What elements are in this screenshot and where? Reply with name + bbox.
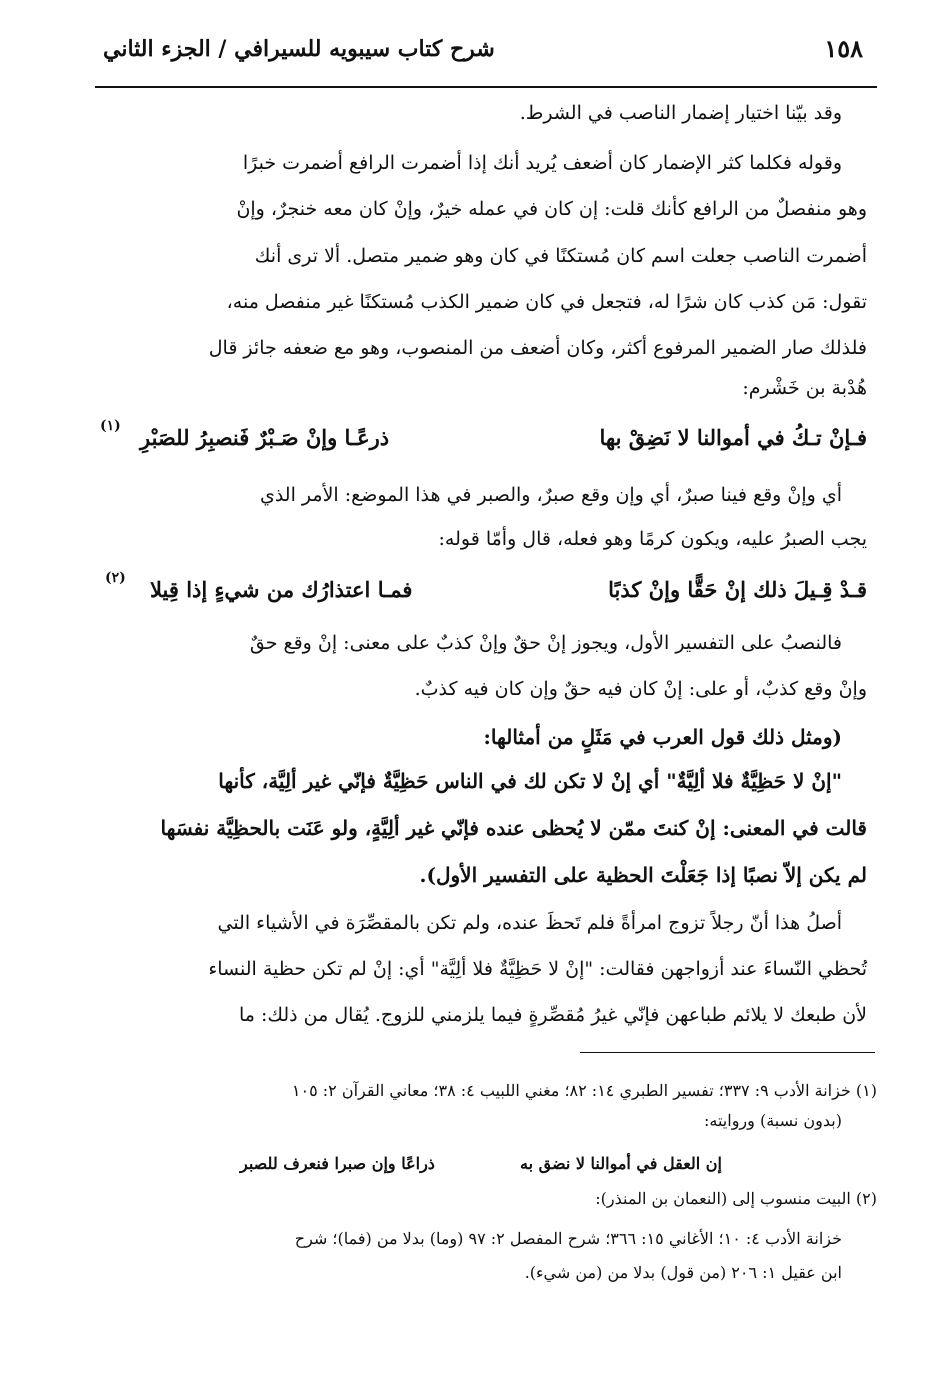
header-rule (95, 86, 877, 88)
text-line: (ومثل ذلك قول العرب في مَثَلٍ من أمثالها: (483, 725, 842, 749)
text-line: قالت في المعنى: إنْ كنتَ ممّن لا يُحظى عنده فإنّي غير ألِيَّةٍ، ولو عَنَت بالحظِيَّة نفسَها (160, 816, 867, 840)
footnote-marker: (١) (100, 418, 121, 434)
text-line: فالنصبُ على التفسير الأول، ويجوز إنْ حقٌ وإنْ كذبٌ على معنى: إنْ وقع حقٌ (249, 632, 842, 654)
text-line: لأن طبعك لا يلائم طباعهن فإنّي غيرُ مُقصِّرةٍ فيما يلزمني للزوج. يُقال من ذلك: ما (238, 1004, 867, 1026)
footnote-line: ابن عقيل ١: ٢٠٦ (من قول) بدلا من (من شيء). (524, 1263, 842, 1282)
running-title: شرح كتاب سيبويه للسيرافي / الجزء الثاني (103, 36, 495, 62)
text-line: وقد بيّنا اختيار إضمار الناصب في الشرط. (519, 102, 842, 124)
verse-first-hemistich: فـإنْ تـكُ في أموالنا لا نَضِقْ بها (599, 425, 867, 450)
text-line: أي وإنْ وقع فينا صبرٌ، أي وإن وقع صبرٌ، والصبر في هذا الموضع: الأمر الذي (259, 484, 842, 506)
footnote-line: (بدون نسبة) وروايته: (704, 1111, 842, 1130)
text-line: وقوله فكلما كثر الإضمار كان أضعف يُريد أنك إذا أضمرت الرافع أضمرت خبرًا (242, 152, 842, 174)
text-line: وهو منفصلٌ من الرافع كأنك قلت: إن كان في عمله خيرٌ، وإنْ كان معه خنجرٌ، وإنْ (236, 198, 867, 220)
footnote-verse-first: إن العقل في أموالنا لا نضق به (520, 1154, 722, 1173)
verse-second-hemistich: ذرعًـا وإنْ صَـبْرٌ فَنصبِرُ للصَبْرِ (140, 425, 390, 450)
page-number: ١٥٨ (824, 34, 863, 63)
verse-second-hemistich: فمـا اعتذارُك من شيءٍ إذا قِيلا (150, 577, 413, 602)
text-line: أصلُ هذا أنّ رجلاً تزوج امرأةً فلم تَحظَ عنده، ولم تكن بالمقصِّرَة في الأشياء التي (217, 912, 842, 934)
footnote-line: (١) خزانة الأدب ٩: ٣٣٧؛ تفسير الطبري ١٤: ٨٢؛ مغني اللبيب ٤: ٣٨؛ معاني القرآن ٢: ١٠٥ (291, 1081, 877, 1100)
text-line: هُدْبة بن خَشْرم: (742, 377, 867, 399)
text-line: يجب الصبرُ عليه، ويكون كرمًا وهو فعله، قال وأمّا قوله: (438, 528, 867, 550)
text-line: فلذلك صار الضمير المرفوع أكثر، وكان أضعف من المنصوب، وهو مع ضعفه جائز قال (208, 337, 867, 359)
text-line: أضمرت الناصب جعلت اسم كان مُستكنًا في كان وهو ضمير متصل. ألا ترى أنك (254, 245, 867, 267)
text-line: تقول: مَن كذب كان شرًا له، فتجعل في كان ضمير الكذب مُستكنًا غير منفصل منه، (226, 291, 867, 313)
footnote-rule (580, 1052, 875, 1053)
text-line: تُحظي النّساءَ عند أزواجهن فقالت: "إنْ لا حَظِيَّةٌ فلا ألِيَّة" أي: إنْ لم تكن حظية النساء (208, 958, 867, 980)
verse-first-hemistich: قـدْ قِـيلَ ذلك إنْ حَقًّا وإنْ كذبًا (608, 577, 867, 602)
text-line: لم يكن إلاّ نصبًا إذا جَعَلْتَ الحظية على التفسير الأول). (419, 863, 867, 887)
text-line: وإنْ وقع كذبٌ، أو على: إنْ كان فيه حقٌ وإن كان فيه كذبٌ. (414, 678, 867, 700)
footnote-line: خزانة الأدب ٤: ١٠؛ الأغاني ١٥: ٣٦٦؛ شرح المفصل ٢: ٩٧ (وما) بدلا من (فما)؛ شرح (294, 1229, 842, 1248)
footnote-verse-second: ذراعًا وإن صبرا فنعرف للصبر (240, 1154, 435, 1173)
footnote-marker: (٢) (105, 570, 126, 586)
footnote-line: (٢) البيت منسوب إلى (النعمان بن المنذر): (595, 1189, 877, 1208)
text-line: "إنْ لا حَظِيَّةٌ فلا ألِيَّةٌ" أي إنْ لا تكن لك في الناس حَظِيَّةٌ فإنّي غير ألِيَّة، كأنها (218, 769, 842, 793)
page-header (95, 22, 877, 78)
